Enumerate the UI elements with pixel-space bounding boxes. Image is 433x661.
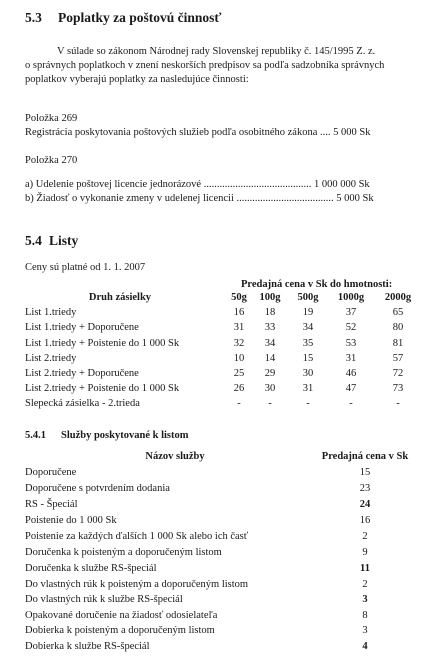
service-name-header: Názov služby bbox=[145, 451, 205, 462]
service-row-price: 4 bbox=[362, 641, 368, 652]
service-row-name: Doporučene bbox=[25, 467, 77, 478]
service-row-name: Doručenka k poisteným a doporučeným listom bbox=[25, 547, 222, 558]
table-cell: 30 bbox=[264, 383, 276, 394]
table-cell: 18 bbox=[264, 307, 276, 318]
service-row-name: Do vlastných rúk k poisteným a doporučeným listom bbox=[25, 579, 249, 590]
table-cell: 34 bbox=[264, 338, 276, 349]
table-cell: 34 bbox=[302, 322, 314, 333]
table-cell: 25 bbox=[233, 368, 245, 379]
table-cell: 33 bbox=[264, 322, 276, 333]
service-row-name: RS - Špeciál bbox=[25, 499, 78, 510]
table-cell: 30 bbox=[302, 368, 314, 379]
table-cell: 57 bbox=[392, 353, 404, 364]
item-269-line: Registrácia poskytovania poštových služieb podľa osobitného zákona .... 5 000 Sk bbox=[25, 127, 371, 138]
item-269-title: Položka 269 bbox=[25, 113, 78, 124]
table-cell: 31 bbox=[233, 322, 245, 333]
section-5-3-title: Poplatky za poštovú činnosť bbox=[58, 10, 222, 25]
table-row-name: List 2.triedy + Poistenie do 1 000 Sk bbox=[25, 383, 180, 394]
table-cell: 37 bbox=[345, 307, 357, 318]
table-cell: 26 bbox=[233, 383, 245, 394]
table-cell: - bbox=[349, 398, 353, 409]
weight-header-50g: 50g bbox=[231, 292, 247, 303]
table-row-name: List 2.triedy bbox=[25, 353, 77, 364]
table-cell: 10 bbox=[233, 353, 245, 364]
table-row-name: List 1.triedy + Doporučene bbox=[25, 322, 139, 333]
service-row-price: 16 bbox=[359, 515, 371, 526]
table-cell: 19 bbox=[302, 307, 314, 318]
item-270-a: a) Udelenie poštovej licencie jednorázové ......................................... 1 000 000 Sk bbox=[25, 179, 370, 190]
service-row-price: 3 bbox=[362, 625, 368, 636]
item-270-title: Položka 270 bbox=[25, 155, 78, 166]
service-row-price: 23 bbox=[359, 483, 371, 494]
weight-header-500g: 500g bbox=[297, 292, 319, 303]
service-price-header: Predajná cena v Sk bbox=[321, 451, 409, 462]
service-row-price: 15 bbox=[359, 467, 371, 478]
section-5-4-title: Listy bbox=[49, 233, 79, 248]
table-row-name: List 2.triedy + Doporučene bbox=[25, 368, 139, 379]
weight-header-2000g: 2000g bbox=[384, 292, 412, 303]
table-cell: 15 bbox=[302, 353, 314, 364]
intro-paragraph-line-3: poplatkov vyberajú poplatky za nasledujúce činnosti: bbox=[25, 74, 249, 85]
validity-note: Ceny sú platné od 1. 1. 2007 bbox=[25, 262, 146, 273]
table-cell: 31 bbox=[345, 353, 357, 364]
service-row-price: 2 bbox=[362, 579, 368, 590]
service-row-price: 3 bbox=[362, 594, 368, 605]
service-row-price: 8 bbox=[362, 610, 368, 621]
table-cell: - bbox=[306, 398, 310, 409]
service-row-price: 2 bbox=[362, 531, 368, 542]
table-cell: 16 bbox=[233, 307, 245, 318]
type-column-header: Druh zásielky bbox=[88, 292, 152, 303]
service-row-name: Opakované doručenie na žiadosť odosielateľa bbox=[25, 610, 218, 621]
service-row-name: Poistenie za každých ďalších 1 000 Sk alebo ich časť bbox=[25, 531, 249, 542]
section-5-4-number: 5.4 bbox=[25, 233, 42, 248]
intro-paragraph-line-2: o správnych poplatkoch v znení neskorších predpisov sa podľa sadzobníka správnych bbox=[25, 60, 385, 71]
section-5-3-number: 5.3 bbox=[25, 10, 42, 25]
table-row-name: List 1.triedy + Poistenie do 1 000 Sk bbox=[25, 338, 180, 349]
table-cell: 52 bbox=[345, 322, 357, 333]
table-cell: 73 bbox=[392, 383, 404, 394]
table-cell: 31 bbox=[302, 383, 314, 394]
service-row-price: 9 bbox=[362, 547, 368, 558]
table-cell: 81 bbox=[392, 338, 404, 349]
service-row-name: Dobierka k poisteným a doporučeným listom bbox=[25, 625, 215, 636]
service-row-name: Do vlastných rúk k službe RS-špeciál bbox=[25, 594, 183, 605]
section-5-4-1-title: Služby poskytované k listom bbox=[61, 430, 189, 441]
item-270-b: b) Žiadosť o vykonanie zmeny v udelenej licencii ..................................... 5 000 Sk bbox=[25, 193, 374, 204]
table-cell: 29 bbox=[264, 368, 276, 379]
table-cell: 35 bbox=[302, 338, 314, 349]
service-row-price: 24 bbox=[359, 499, 371, 510]
table-cell: 32 bbox=[233, 338, 245, 349]
table-cell: 14 bbox=[264, 353, 276, 364]
table-cell: 65 bbox=[392, 307, 404, 318]
table-cell: 53 bbox=[345, 338, 357, 349]
service-row-name: Doporučene s potvrdením dodania bbox=[25, 483, 170, 494]
weight-header-100g: 100g bbox=[259, 292, 281, 303]
service-row-name: Poistenie do 1 000 Sk bbox=[25, 515, 117, 526]
table-row-name: List 1.triedy bbox=[25, 307, 77, 318]
weight-header-1000g: 1000g bbox=[337, 292, 365, 303]
table-cell: 47 bbox=[345, 383, 357, 394]
table-row-name: Slepecká zásielka - 2.trieda bbox=[25, 398, 140, 409]
table-cell: 72 bbox=[392, 368, 404, 379]
section-5-4-1-number: 5.4.1 bbox=[25, 430, 46, 441]
service-row-name: Doručenka k službe RS-špeciál bbox=[25, 563, 157, 574]
table-cell: - bbox=[396, 398, 400, 409]
table-cell: 80 bbox=[392, 322, 404, 333]
weight-group-header: Predajná cena v Sk do hmotnosti: bbox=[241, 279, 393, 290]
intro-paragraph-line-1: V súlade so zákonom Národnej rady Slovenskej republiky č. 145/1995 Z. z. bbox=[57, 46, 376, 57]
table-cell: - bbox=[268, 398, 272, 409]
table-cell: - bbox=[237, 398, 241, 409]
table-cell: 46 bbox=[345, 368, 357, 379]
service-row-price: 11 bbox=[360, 563, 370, 574]
service-row-name: Dobierka k službe RS-špeciál bbox=[25, 641, 150, 652]
